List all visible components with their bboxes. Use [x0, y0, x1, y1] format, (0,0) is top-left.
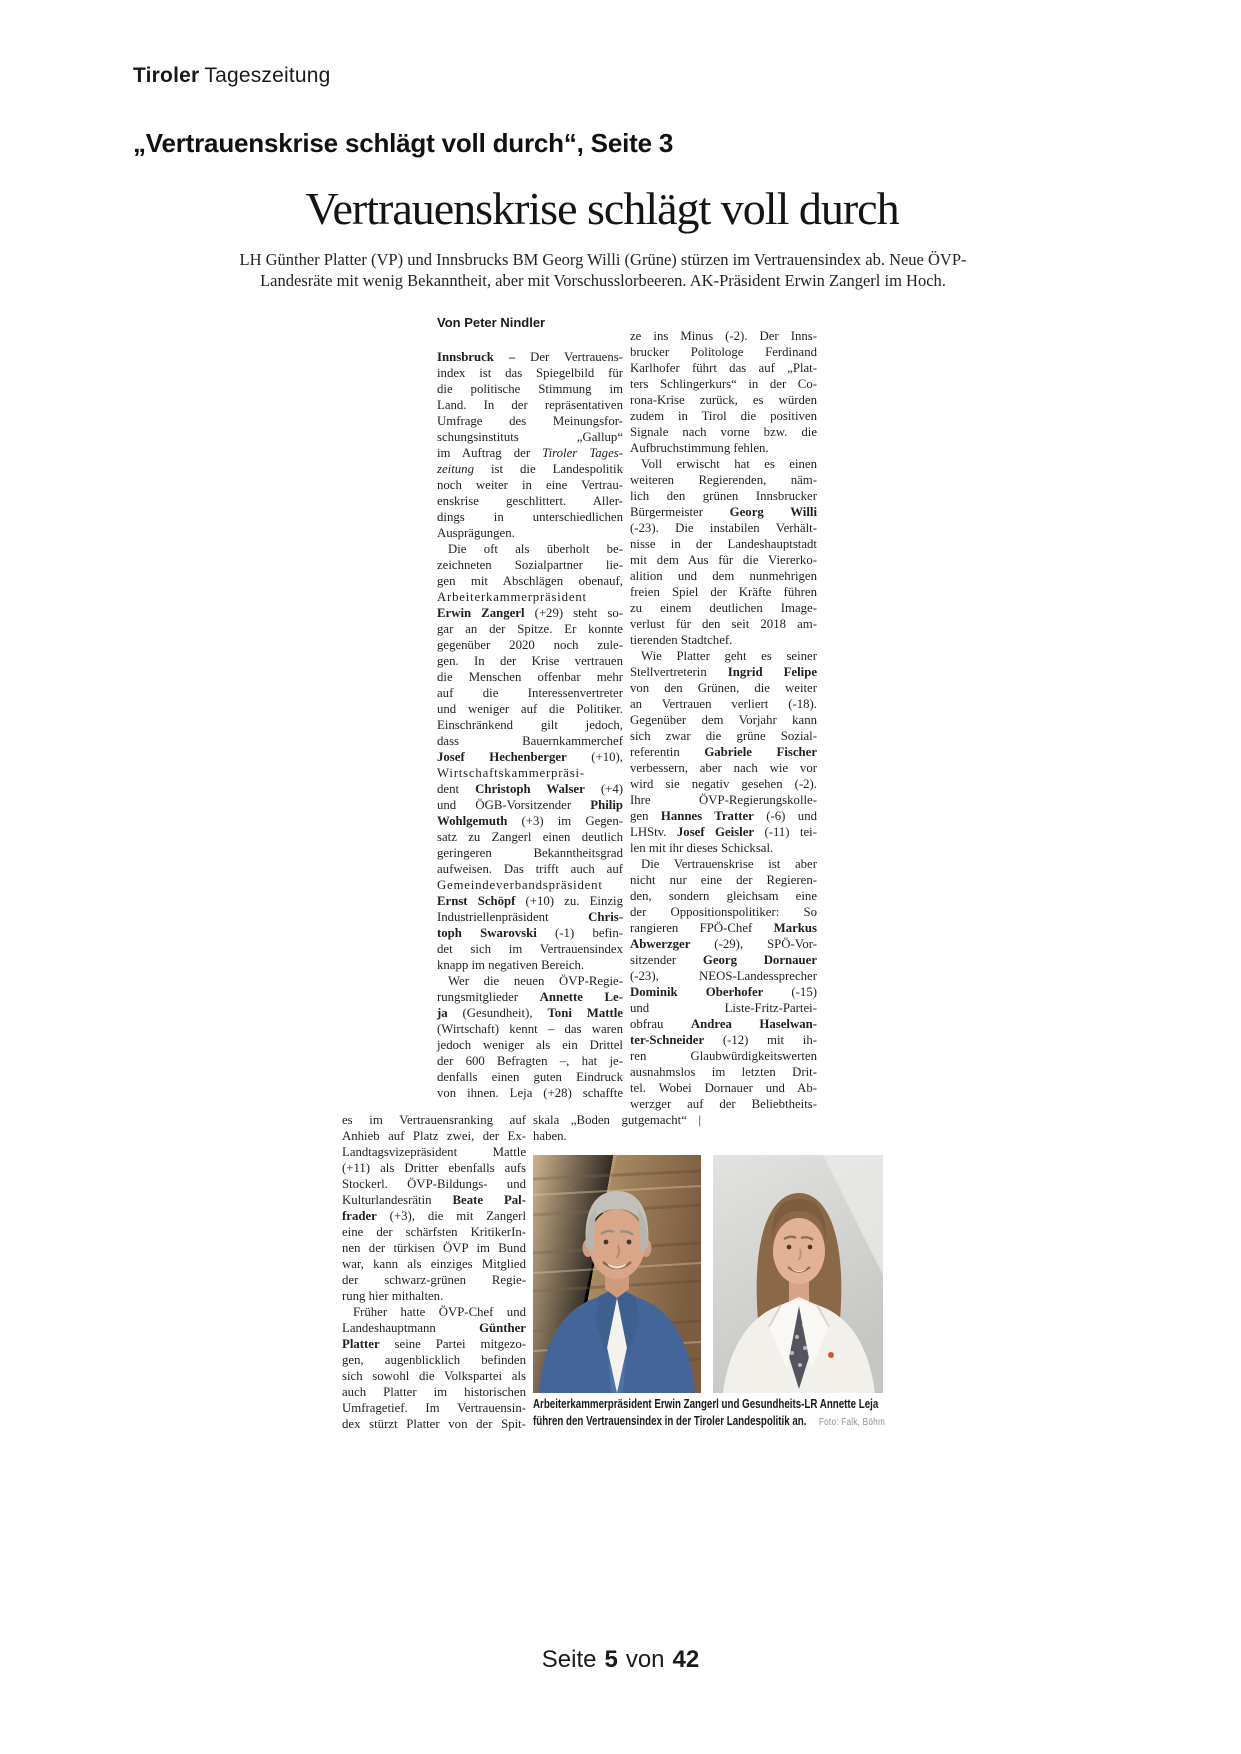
body-text-line: den, sondern gleichsam eine — [630, 889, 817, 903]
body-text-line: rona-Krise zurück, es würden — [630, 393, 817, 407]
footer-label-seite: Seite — [541, 1646, 597, 1673]
body-text-line: dex stürzt Platter von der Spit- — [342, 1417, 526, 1431]
body-text-line: Wirtschaftskammerpräsi- — [437, 766, 585, 780]
body-left-block — [342, 1112, 526, 1432]
body-text-line: es im Vertrauensranking auf — [342, 1113, 526, 1127]
body-text-line: det sich im Vertrauensindex — [437, 942, 623, 956]
body-text-line: Ernst Schöpf (+10) zu. Einzig — [437, 894, 623, 908]
body-text-line: weiteren Regierenden, näm- — [630, 473, 817, 487]
body-text-line: Gegenüber dem Vorjahr kann — [630, 713, 817, 727]
body-text-line: Früher hatte ÖVP-Chef und — [353, 1305, 526, 1319]
body-text-line: Josef Hechenberger (+10), — [437, 750, 623, 764]
body-text-line: zeichneten Sozialpartner lie- — [437, 558, 623, 572]
body-text-line: der schwarz-grünen Regie- — [342, 1273, 526, 1287]
body-text-line: Einschränkend gilt jedoch, — [437, 718, 623, 732]
body-text-line: dings in unterschiedlichen — [437, 510, 623, 524]
photo-erwin-zangerl — [533, 1155, 701, 1393]
body-text-line: zu einem deutlichen Image- — [630, 601, 817, 615]
footer-page-total: 42 — [672, 1646, 700, 1673]
body-text-line: schungsinstituts „Gallup“ — [437, 430, 623, 444]
body-text-line: Arbeiterkammerpräsident — [437, 590, 587, 604]
body-text-line: mit dem Aus für die Viererko- — [630, 553, 817, 567]
body-text-line: Die Vertrauenskrise ist aber — [641, 857, 817, 871]
body-text-line: Dominik Oberhofer (-15) — [630, 985, 817, 999]
body-text-line: len mit ihr dieses Schicksal. — [630, 841, 774, 855]
body-text-line: verbessern, aber nach wie vor — [630, 761, 817, 775]
body-text-line: nen der türkisen ÖVP im Bund — [342, 1241, 526, 1255]
body-text-line: und Liste-Fritz-Partei- — [630, 1001, 817, 1015]
body-text-line: toph Swarovski (-1) befin- — [437, 926, 624, 940]
body-text-line: Gemeindeverbandspräsident — [437, 878, 603, 892]
body-text-line: sitzender Georg Dornauer — [630, 953, 818, 967]
body-text-line: werzger auf der Beliebtheits- — [630, 1097, 817, 1111]
subhead-line-1: LH Günther Platter (VP) und Innsbrucks BM Georg Willi (Grüne) stürzen im Vertrauensindex ab. Neue ÖVP- — [239, 250, 967, 269]
body-text-line: sich sowohl die Volkspartei als — [342, 1369, 526, 1383]
publication-name-rest: Tageszeitung — [204, 64, 331, 87]
subhead-line-2: Landesräte mit wenig Bekanntheit, aber mit Vorschusslorbeeren. AK-Präsident Erwin Zangerl im Hoch. — [260, 271, 946, 290]
body-text-line: auf die Interessenvertreter — [437, 686, 623, 700]
body-text-line: gen, augenblicklich befinden — [342, 1353, 526, 1367]
body-column-2 — [630, 328, 817, 1112]
body-text-line: auch Platter im historischen — [342, 1385, 526, 1399]
body-text-line: eine der schärfsten KritikerIn- — [342, 1225, 526, 1239]
body-text-line: noch weiter in eine Vertrau- — [437, 478, 623, 492]
body-text-line: die Menschen offenbar mehr — [437, 670, 623, 684]
page-footer — [0, 1646, 1241, 1674]
body-text-line: tierenden Stadtchef. — [630, 633, 733, 647]
body-text-line: Wer die neuen ÖVP-Regie- — [448, 974, 623, 988]
body-text-line: alition und dem nunmehrigen — [630, 569, 817, 583]
body-text-line: ren Glaubwürdigkeitswerten — [630, 1049, 817, 1063]
caption-line-2-text: führen den Vertrauensindex in der Tiroler Landespolitik an. — [533, 1414, 807, 1428]
article-subhead — [210, 249, 996, 291]
body-text-line: enskrise geschlittert. Aller- — [437, 494, 623, 508]
body-column-1 — [437, 349, 623, 1101]
body-text-line: (-23), NEOS-Landessprecher — [630, 969, 817, 983]
body-text-line: Bürgermeister Georg Willi — [630, 505, 817, 519]
body-text-line: (+11) als Dritter ebenfalls aufs — [342, 1161, 526, 1175]
body-text-line: gen mit Abschlägen obenauf, — [437, 574, 623, 588]
body-text-line: Kulturlandesrätin Beate Pal- — [342, 1193, 526, 1207]
body-text-line: Industriellenpräsident Chris- — [437, 910, 623, 924]
body-text-line: der Oppositionspolitiker: So — [630, 905, 817, 919]
photo-annette-leja-illustration — [713, 1155, 883, 1393]
body-text-line: jedoch weniger als ein Drittel — [437, 1038, 623, 1052]
body-text-line: Anhieb auf Platz zwei, der Ex- — [342, 1129, 526, 1143]
body-text-line: Aufbruchstimmung fehlen. — [630, 441, 769, 455]
body-text-line: lich den grünen Innsbrucker — [630, 489, 817, 503]
body-column-2-tail — [533, 1112, 701, 1144]
body-text-line: war, kann als einziges Mitglied — [342, 1257, 526, 1271]
photo-caption — [533, 1396, 886, 1430]
body-text-line: sich zwar die grüne Sozial- — [630, 729, 817, 743]
body-text-line: rangieren FPÖ-Chef Markus — [630, 921, 817, 935]
body-text-line: Platter seine Partei mitgezo- — [342, 1337, 526, 1351]
body-text-line: ja (Gesundheit), Toni Mattle — [437, 1006, 623, 1020]
body-text-line: Erwin Zangerl (+29) steht so- — [437, 606, 623, 620]
body-text-line: Umfragetief. Im Vertrauensin- — [342, 1401, 526, 1415]
body-text-line: Abwerzger (-29), SPÖ-Vor- — [630, 937, 817, 951]
body-text-line: ausnahmslos im letzten Drit- — [630, 1065, 817, 1079]
body-text-line: obfrau Andrea Haselwan- — [630, 1017, 817, 1031]
body-text-line: Wohlgemuth (+3) im Gegen- — [437, 814, 623, 828]
body-text-line: gen. In der Krise vertrauen — [437, 654, 623, 668]
footer-page-number: 5 — [604, 1646, 618, 1673]
body-text-line: ze ins Minus (-2). Der Inns- — [630, 329, 817, 343]
body-text-line: index ist das Spiegelbild für — [437, 366, 623, 380]
body-text-line: ters Schlingerkurs“ in der Co- — [630, 377, 817, 391]
body-text-line: gar an der Spitze. Er konnte — [437, 622, 623, 636]
body-text-line: Karlhofer führt das auf „Plat- — [630, 361, 817, 375]
body-text-line: gegenüber 2020 noch zule- — [437, 638, 623, 652]
body-text-line: Ihre ÖVP-Regierungskolle- — [630, 793, 817, 807]
photo-annette-leja — [713, 1155, 883, 1393]
body-text-line: rungsmitglieder Annette Le- — [437, 990, 623, 1004]
caption-line-2 — [533, 1413, 886, 1430]
caption-line-1: Arbeiterkammerpräsident Erwin Zangerl und Gesundheits-LR Annette Leja — [533, 1397, 879, 1411]
body-text-line: tel. Wobei Dornauer und Ab- — [630, 1081, 817, 1095]
body-text-line: aufweisen. Das trifft auch auf — [437, 862, 623, 876]
body-text-line: haben. — [533, 1129, 567, 1143]
photo-credit: Foto: Falk, Böhm — [818, 1416, 886, 1428]
body-text-line: Ausprägungen. — [437, 526, 515, 540]
body-text-line: der 600 Befragten –, hat je- — [437, 1054, 623, 1068]
body-text-line: Landeshauptmann Günther — [342, 1321, 526, 1335]
body-text-line: brucker Politologe Ferdinand — [630, 345, 817, 359]
body-text-line: zudem in Tirol die positiven — [630, 409, 817, 423]
body-text-line: Voll erwischt hat es einen — [641, 457, 817, 471]
body-text-line: rung hier mithalten. — [342, 1289, 444, 1303]
body-text-line: Die oft als überholt be- — [448, 542, 623, 556]
body-text-line: Landtagsvizepräsident Mattle — [342, 1145, 526, 1159]
body-text-line: verlust für den seit 2018 am- — [630, 617, 817, 631]
body-text-line: satz zu Zangerl einen deutlich — [437, 830, 623, 844]
body-text-line: Umfrage des Meinungsfor- — [437, 414, 623, 428]
body-text-line: an Vertrauen verliert (-18). — [630, 697, 817, 711]
body-text-line: LHStv. Josef Geisler (-11) tei- — [630, 825, 817, 839]
body-text-line: und ÖGB-Vorsitzender Philip — [437, 798, 623, 812]
body-text-line: nisse in der Landeshauptstadt — [630, 537, 817, 551]
body-text-line: Signale nach vorne bzw. die — [630, 425, 817, 439]
body-text-line: ter-Schneider (-12) mit ih- — [630, 1033, 817, 1047]
byline: Von Peter Nindler — [437, 315, 546, 330]
body-text-line: geringeren Bekanntheitsgrad — [437, 846, 623, 860]
body-text-line: Land. In der repräsentativen — [437, 398, 623, 412]
body-text-line: knapp im negativen Bereich. — [437, 958, 585, 972]
body-text-line: von ihnen. Leja (+28) schaffte — [437, 1086, 623, 1100]
body-text-line: im Auftrag der Tiroler Tages- — [437, 446, 623, 460]
body-text-line: und weniger auf die Politiker. — [437, 702, 623, 716]
body-text-line: von den Grünen, die weiter — [630, 681, 817, 695]
body-text-line: Innsbruck – Der Vertrauens- — [437, 350, 623, 364]
body-text-line: Stockerl. ÖVP-Bildungs- und — [342, 1177, 526, 1191]
body-text-line: Stellvertreterin Ingrid Felipe — [630, 665, 817, 679]
body-text-line: wird sie negativ gesehen (-2). — [630, 777, 817, 791]
body-text-line: zeitung ist die Landespolitik — [437, 462, 623, 476]
body-text-line: frader (+3), die mit Zangerl — [342, 1209, 526, 1223]
body-text-line: dass Bauernkammerchef — [437, 734, 623, 748]
body-text-line: die politische Stimmung im — [437, 382, 623, 396]
publication-name — [133, 64, 331, 88]
body-text-line: Wie Platter geht es seiner — [641, 649, 817, 663]
body-text-line: referentin Gabriele Fischer — [630, 745, 818, 759]
footer-label-von: von — [625, 1646, 665, 1673]
body-text-line: skala „Boden gutgemacht“ | — [533, 1113, 701, 1127]
photo-erwin-zangerl-illustration — [533, 1155, 701, 1393]
body-text-line: freien Spiel der Kräfte führen — [630, 585, 817, 599]
publication-name-bold: Tiroler — [133, 64, 200, 87]
body-text-line: nicht nur eine der Regieren- — [630, 873, 817, 887]
body-text-line: gen Hannes Tratter (-6) und — [630, 809, 817, 823]
body-text-line: (-23). Die instabilen Verhält- — [630, 521, 817, 535]
body-text-line: denfalls einen guten Eindruck — [437, 1070, 623, 1084]
article-headline: Vertrauenskrise schlägt voll durch — [305, 183, 899, 234]
body-text-line: dent Christoph Walser (+4) — [437, 782, 623, 796]
body-text-line: (Wirtschaft) kennt – das waren — [437, 1022, 623, 1036]
clipping-reference-title: „Vertrauenskrise schlägt voll durch“, Seite 3 — [133, 128, 674, 158]
